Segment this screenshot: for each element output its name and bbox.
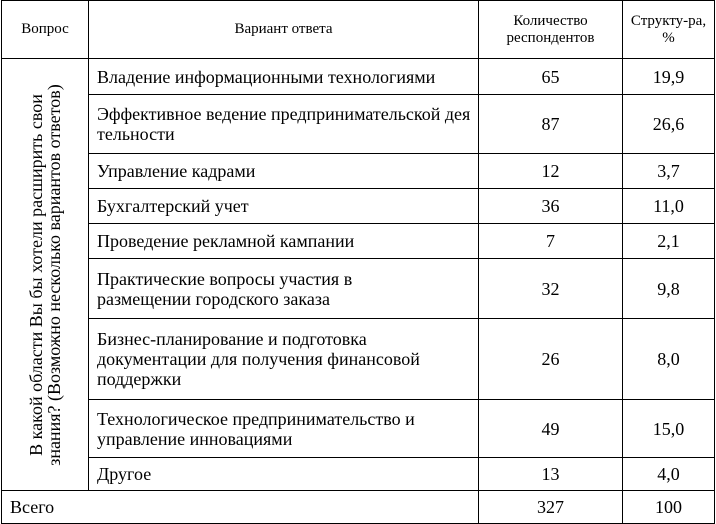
survey-table [1,0,715,524]
count-cell: 13 [479,458,623,491]
answer-cell: Бухгалтерский учет [89,189,479,224]
table-row [2,400,715,458]
count-cell: 36 [479,189,623,224]
table-row [2,189,715,224]
answer-cell: Владение информационными технологиями [89,59,479,95]
count-cell: 32 [479,259,623,319]
table-row [2,319,715,400]
answer-cell: Управление кадрами [89,154,479,189]
question-cell [2,59,89,491]
count-cell: 12 [479,154,623,189]
count-cell: 65 [479,59,623,95]
table-row [2,95,715,154]
count-cell: 26 [479,319,623,400]
table-row [2,224,715,259]
header-count: Количество респондентов [479,1,623,59]
share-cell: 8,0 [623,319,715,400]
table-row [2,154,715,189]
header-share: Структу-ра, % [623,1,715,59]
share-cell: 3,7 [623,154,715,189]
share-cell: 15,0 [623,400,715,458]
header-row [2,1,715,59]
total-label: Всего [2,491,479,524]
answer-cell: Технологическое предпринимательство и управление инновациями [89,400,479,458]
table-row [2,458,715,491]
total-share: 100 [623,491,715,524]
table-row [2,59,715,95]
answer-cell: Бизнес-планирование и подготовка документации для получения финансовой поддержки [89,319,479,400]
answer-cell: Практические вопросы участия в размещении городского заказа [89,259,479,319]
header-answer: Вариант ответа [89,1,479,59]
share-cell: 9,8 [623,259,715,319]
table-row [2,259,715,319]
share-cell: 2,1 [623,224,715,259]
question-text: В какой области Вы бы хотели расширить свои знания? (Возможно несколько вариантов ответов) [26,83,64,466]
count-cell: 87 [479,95,623,154]
total-row [2,491,715,524]
answer-cell: Эффективное ведение предпринимательской деятельности [89,95,479,154]
answer-cell: Другое [89,458,479,491]
share-cell: 11,0 [623,189,715,224]
header-question: Вопрос [2,1,89,59]
count-cell: 49 [479,400,623,458]
total-count: 327 [479,491,623,524]
count-cell: 7 [479,224,623,259]
answer-cell: Проведение рекламной кампании [89,224,479,259]
share-cell: 19,9 [623,59,715,95]
share-cell: 4,0 [623,458,715,491]
share-cell: 26,6 [623,95,715,154]
